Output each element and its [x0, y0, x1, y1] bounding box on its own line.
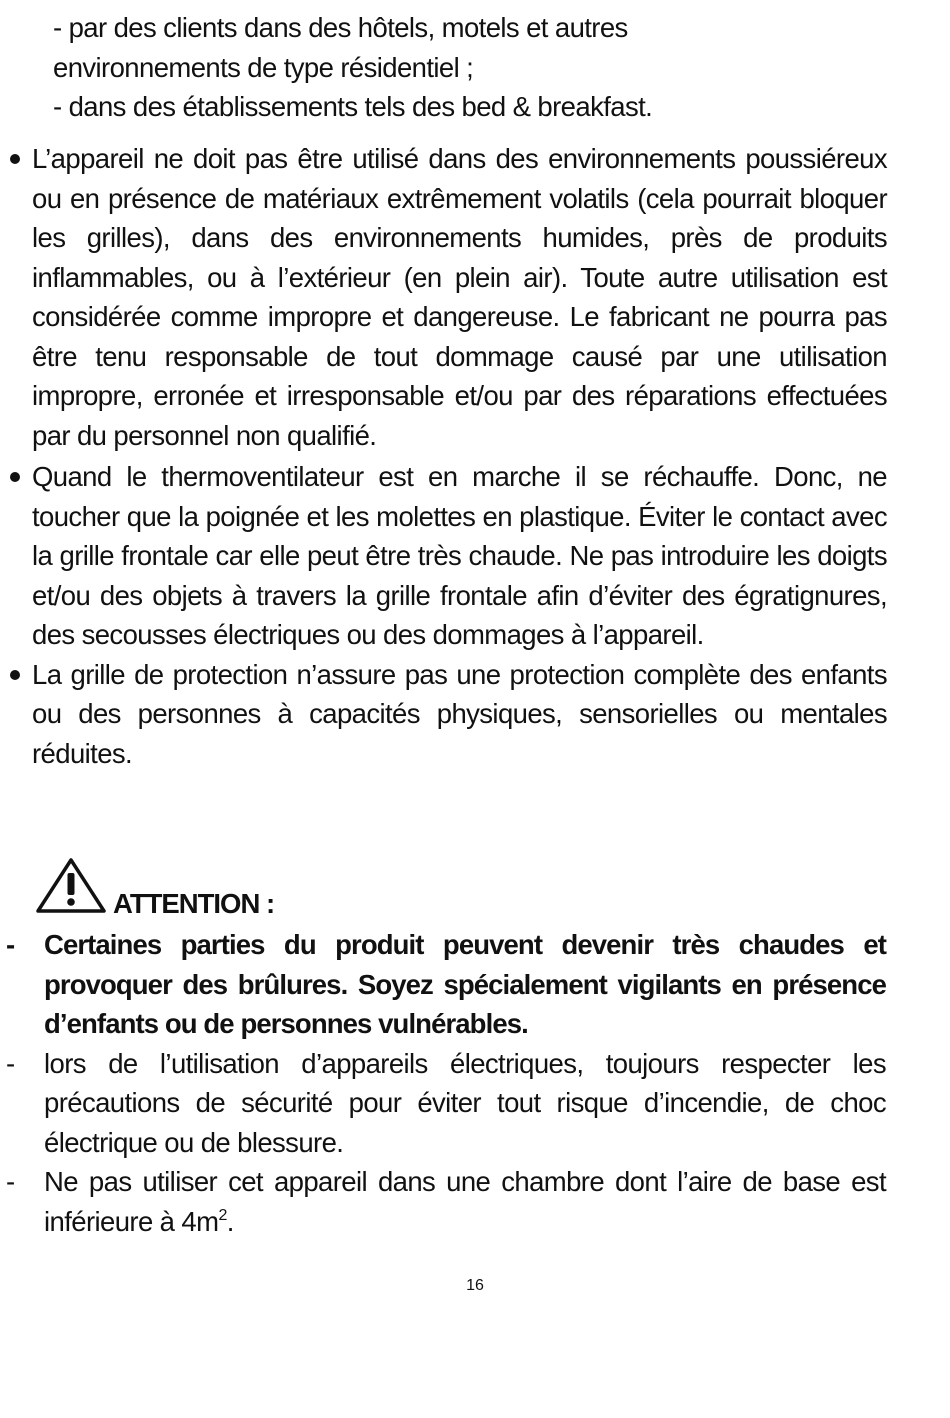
bullet-item: [10, 655, 887, 774]
warning-end: .: [226, 1205, 234, 1237]
bullet-text: L’appareil ne doit pas être utilisé dans des environnements poussiéreux ou en présence de matériaux extrêmement volatils (cela pourrait bloquer les grilles), dans des environnements humides, près de produits inflammables, ou à l’extérieur (en plein air). Toute autre utilisation est considérée comme impropre et dangereuse. Le fabricant ne pourra pas être tenu responsable de tout dommage causé par une utilisation impropre, erronée et irresponsable et/ou par des réparations effectuées par du personnel non qualifié.: [32, 143, 887, 451]
warning-text: Ne pas utiliser cet appareil dans une chambre dont l’aire de base est inférieure à 4m: [44, 1166, 886, 1237]
bullet-dot-icon: [10, 472, 20, 482]
warning-text: Certaines parties du produit peuvent devenir très chaudes et provoquer des brûlures. Soyez spécialement vigilants en présence d’enfants ou de personnes vulnérables.: [44, 929, 886, 1039]
intro-list: [53, 8, 893, 127]
bullet-dot-icon: [10, 670, 20, 680]
attention-title: ATTENTION :: [113, 888, 275, 919]
attention-heading: [35, 856, 435, 919]
safety-bullet-list: [10, 139, 887, 773]
intro-line: - dans des établissements tels des bed & breakfast.: [53, 91, 653, 122]
dash-marker: -: [6, 929, 15, 960]
warning-item: [6, 1044, 886, 1163]
warning-text: lors de l’utilisation d’appareils électriques, toujours respecter les précautions de sécurité pour éviter tout risque d’incendie, de choc électrique ou de blessure.: [44, 1047, 886, 1158]
bullet-dot-icon: [10, 154, 20, 164]
warning-triangle-icon: [35, 856, 107, 914]
dash-marker: -: [6, 1166, 15, 1197]
bullet-text: La grille de protection n’assure pas une protection complète des enfants ou des personnes à capacités physiques, sensorielles ou mentales réduites.: [32, 658, 887, 769]
bullet-item: [10, 139, 887, 455]
superscript: 2: [218, 1206, 227, 1224]
warning-item: [6, 925, 886, 1044]
intro-line: environnements de type résidentiel ;: [53, 51, 474, 83]
bullet-text: Quand le thermoventilateur est en marche il se réchauffe. Donc, ne toucher que la poignée et les molettes en plastique. Éviter le contact avec la grille frontale car elle peut être très chaude. Ne pas introduire les doigts et/ou des objets à travers la grille frontale afin d’éviter des égratignures, des secousses électriques ou des dommages à l’appareil.: [32, 461, 887, 650]
bullet-item: [10, 457, 887, 655]
intro-line: - par des clients dans des hôtels, motels et autres: [53, 12, 628, 43]
dash-marker: -: [6, 1047, 15, 1079]
warning-item: [6, 1162, 886, 1241]
warning-list: [6, 925, 886, 1241]
page-number: 16: [466, 1277, 484, 1294]
